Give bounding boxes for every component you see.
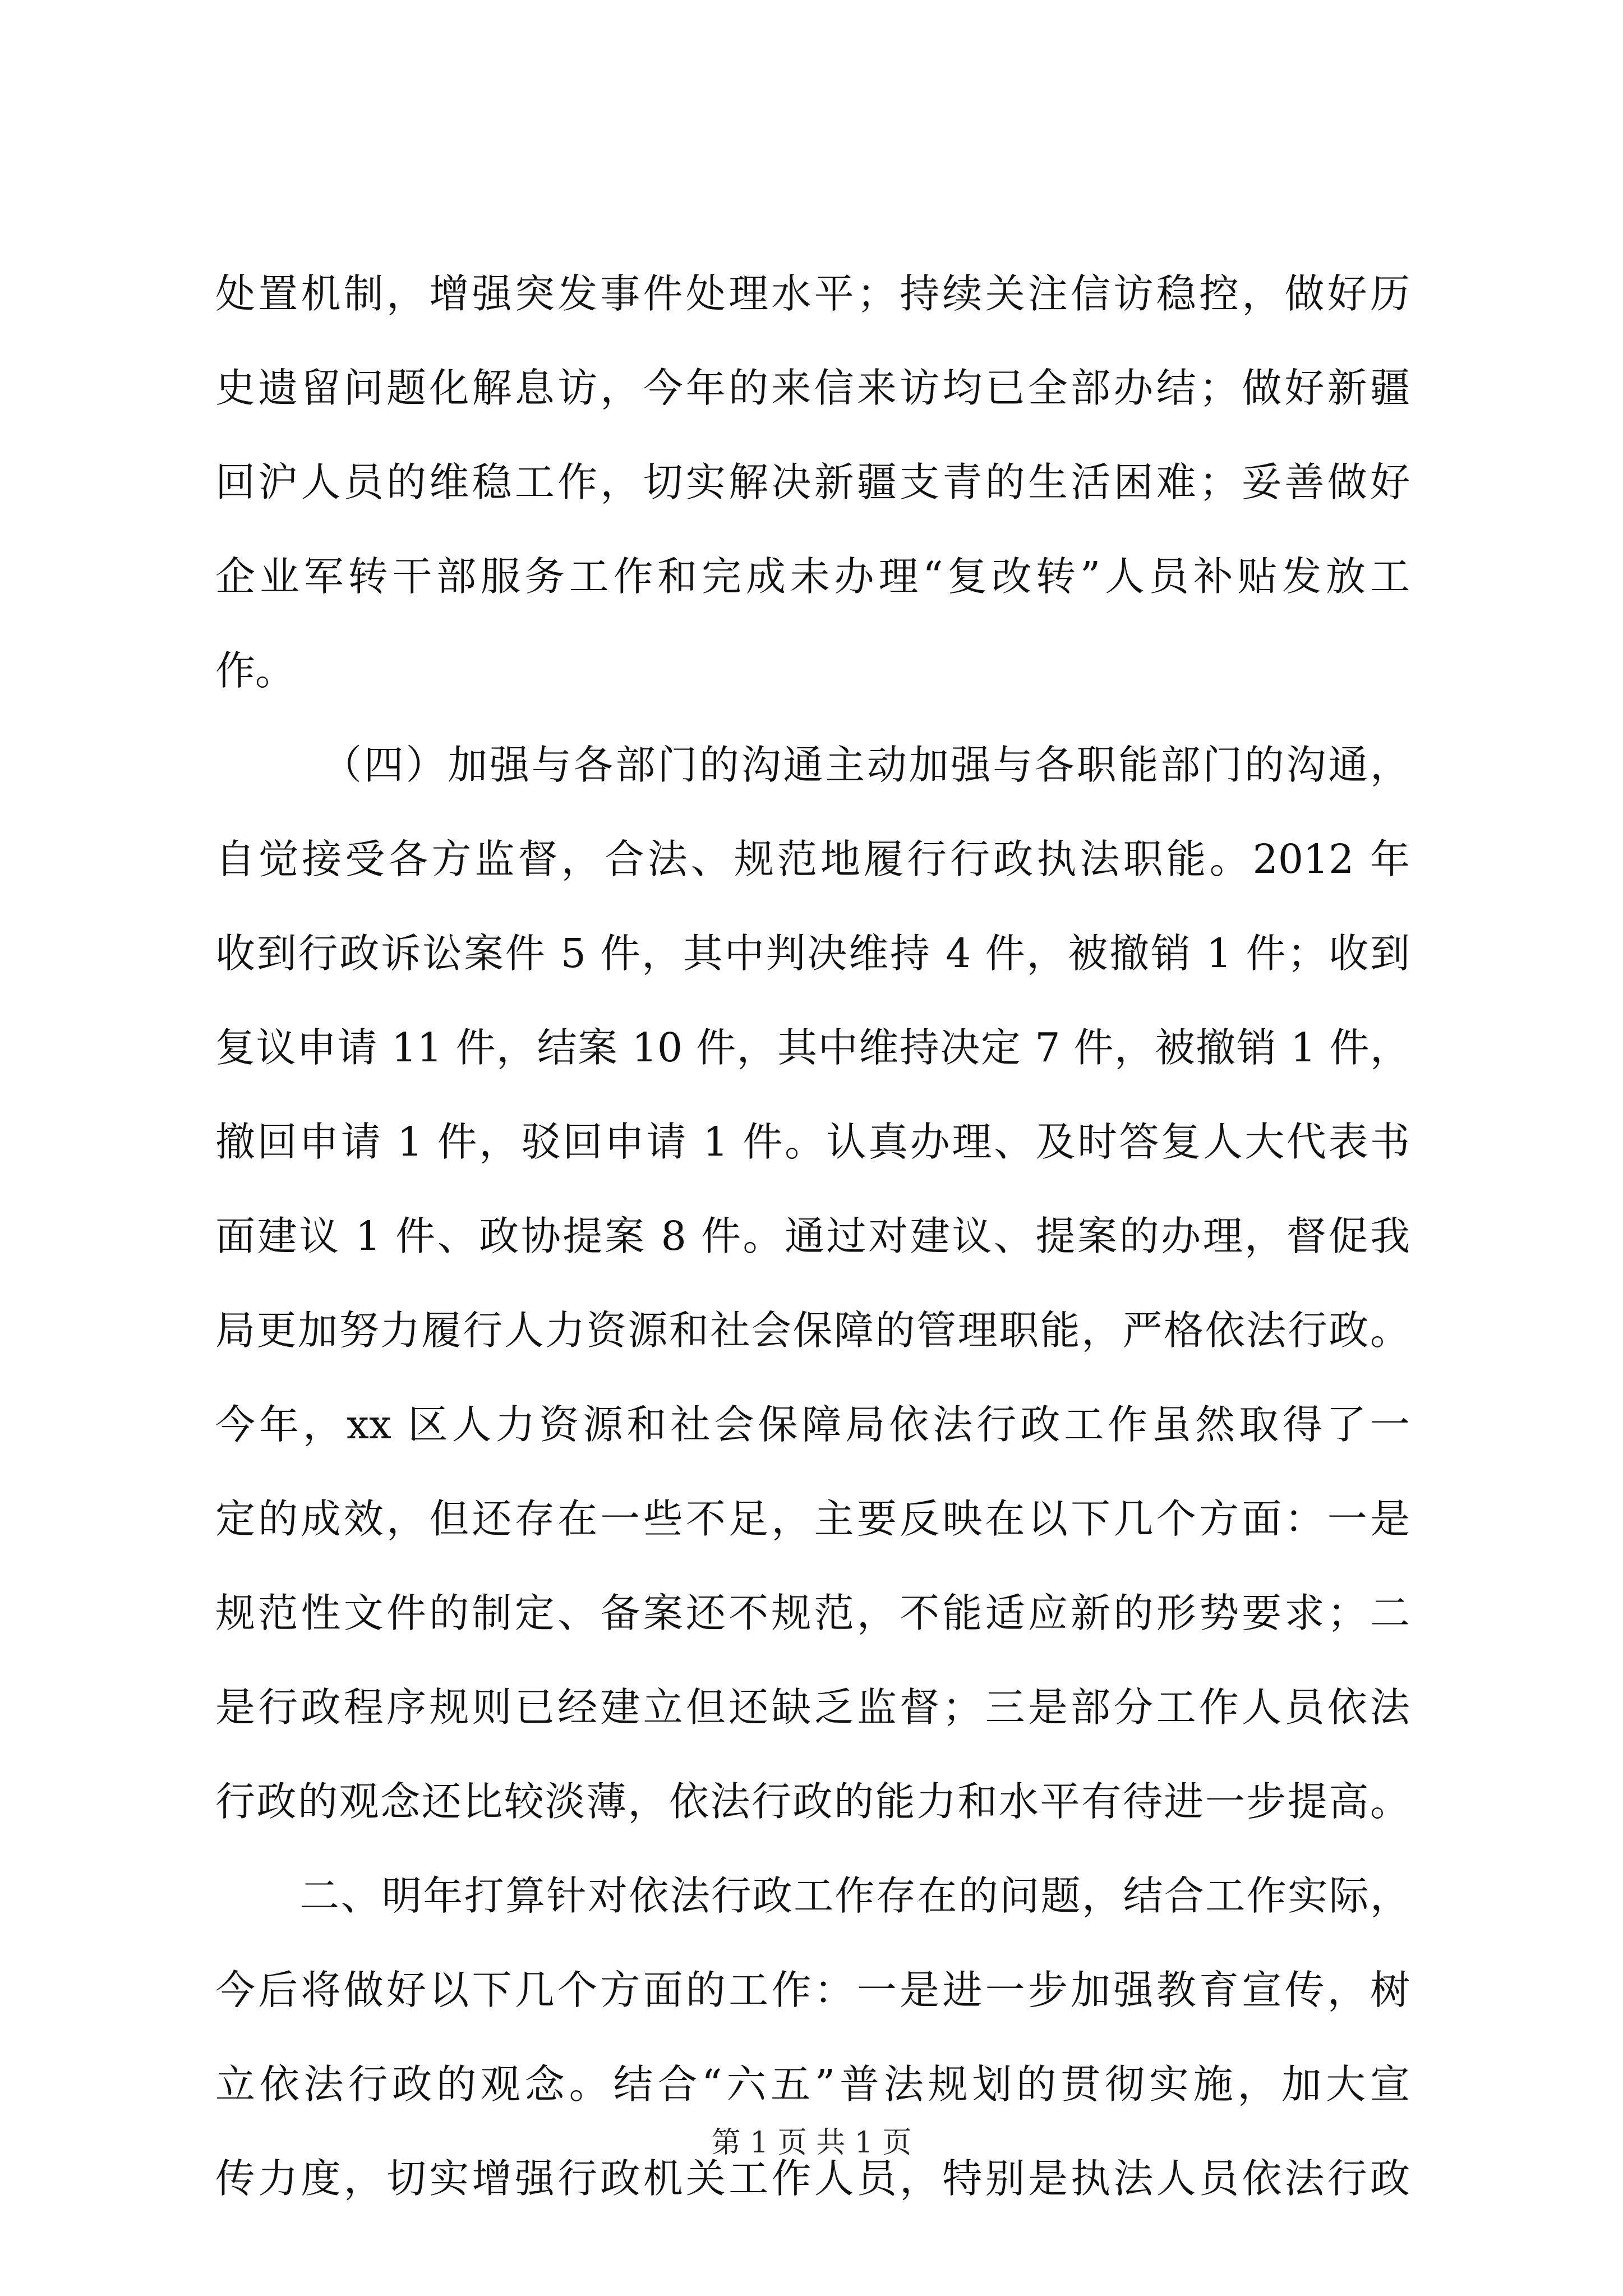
text-line: 作。: [215, 647, 296, 694]
text-line: 处置机制，增强突发事件处理水平；持续关注信访稳控，做好历: [215, 270, 1410, 317]
text-line: 回沪人员的维稳工作，切实解决新疆支青的生活困难；妥善做好: [215, 459, 1410, 505]
text-line: 今年，xx 区人力资源和社会保障局依法行政工作虽然取得了一: [215, 1401, 1410, 1448]
text-line: 撤回申请 1 件，驳回申请 1 件。认真办理、及时答复人大代表书: [215, 1119, 1410, 1165]
text-line: 史遗留问题化解息访，今年的来信来访均已全部办结；做好新疆: [215, 365, 1410, 411]
text-line: 传力度，切实增强行政机关工作人员，特别是执法人员依法行政: [215, 2155, 1410, 2202]
text-line: 是行政程序规则已经建立但还缺乏监督；三是部分工作人员依法: [215, 1684, 1410, 1731]
text-line: 面建议 1 件、政协提案 8 件。通过对建议、提案的办理，督促我: [215, 1213, 1410, 1259]
text-line: 今后将做好以下几个方面的工作：一是进一步加强教育宣传，树: [215, 1967, 1410, 2013]
text-line: 收到行政诉讼案件 5 件，其中判决维持 4 件，被撤销 1 件；收到: [215, 930, 1410, 977]
page-number: 第 1 页 共 1 页: [711, 2126, 912, 2160]
paragraph-heading-line: （四）加强与各部门的沟通主动加强与各职能部门的沟通，: [322, 742, 1410, 788]
section-heading-line: 二、明年打算针对依法行政工作存在的问题，结合工作实际，: [299, 1872, 1410, 1919]
text-line: 局更加努力履行人力资源和社会保障的管理职能，严格依法行政。: [215, 1307, 1410, 1354]
text-line: 规范性文件的制定、备案还不规范，不能适应新的形势要求；二: [215, 1590, 1410, 1636]
text-line: 企业军转干部服务工作和完成未办理“复改转”人员补贴发放工: [215, 553, 1410, 600]
text-line: 复议申请 11 件，结案 10 件，其中维持决定 7 件，被撤销 1 件，: [215, 1024, 1410, 1071]
text-line: 立依法行政的观念。结合“六五”普法规划的贯彻实施，加大宣: [215, 2061, 1410, 2108]
text-line: 定的成效，但还存在一些不足，主要反映在以下几个方面：一是: [215, 1496, 1410, 1542]
text-line: 自觉接受各方监督，合法、规范地履行行政执法职能。2012 年: [215, 836, 1410, 882]
document-body: [215, 247, 1410, 2226]
text-line: 行政的观念还比较淡薄，依法行政的能力和水平有待进一步提高。: [215, 1778, 1410, 1825]
